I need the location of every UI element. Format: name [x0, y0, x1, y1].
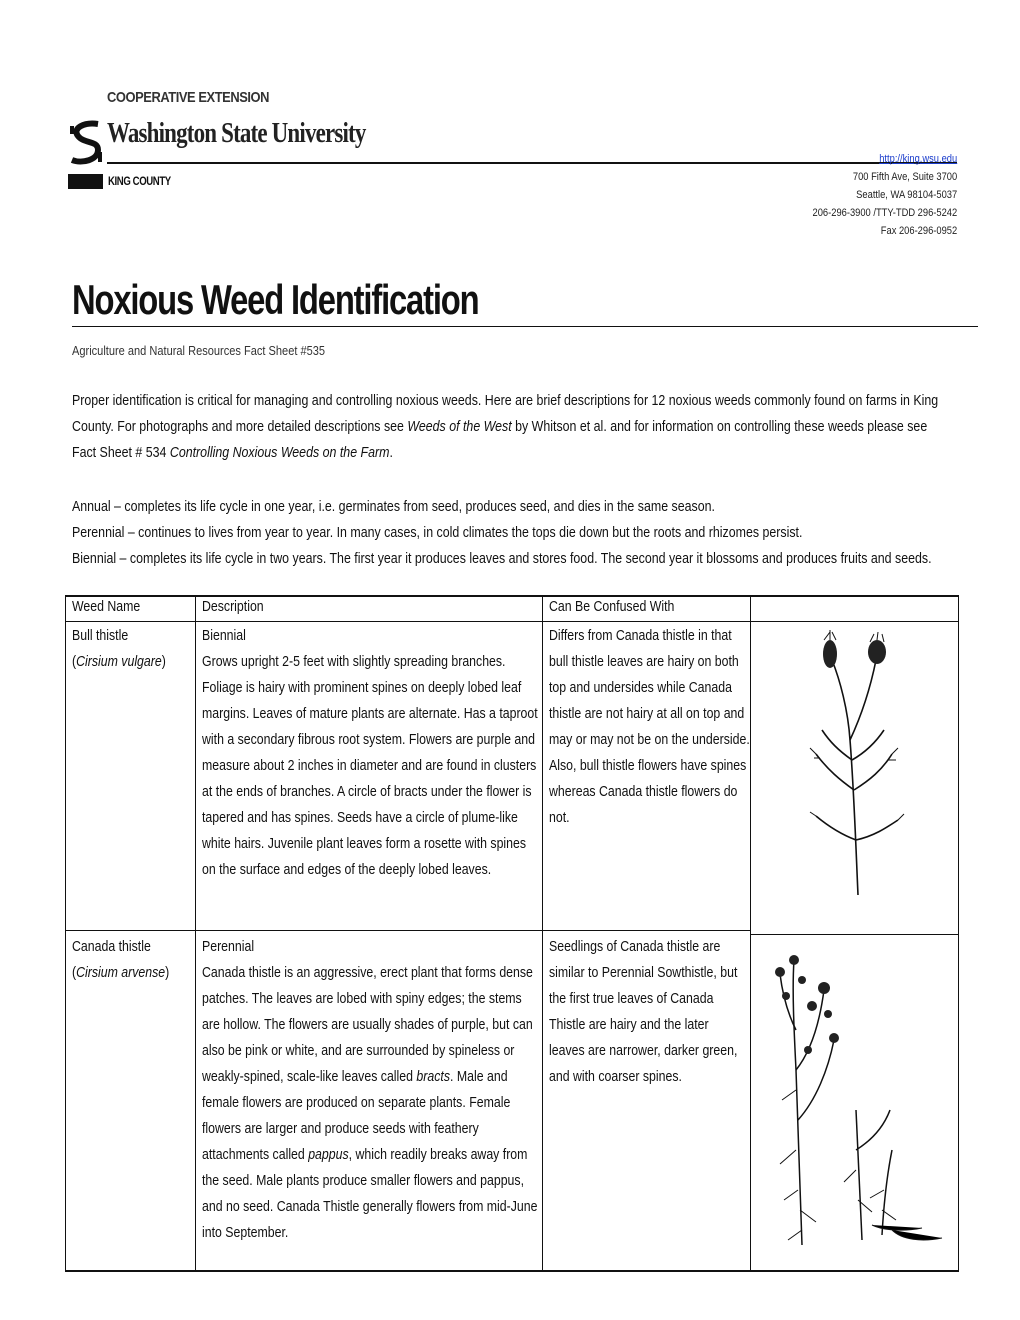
- header-confused-with: Can Be Confused With: [549, 599, 675, 615]
- definition-biennial: Biennial – completes its life cycle in two years. The first year it produces leaves and stores food. The second year it blossoms and produces fruits and seeds.: [72, 551, 932, 567]
- phone-line: 206-296-3900 /TTY-TDD 296-5242: [812, 207, 957, 219]
- row-divider: [65, 930, 750, 931]
- definition-annual: Annual – completes its life cycle in one year, i.e. germinates from seed, produces seed, and dies in the same season.: [72, 499, 715, 515]
- header-description: Description: [202, 599, 264, 615]
- address-line-1: 700 Fifth Ave, Suite 3700: [852, 171, 957, 183]
- table-top-border: [65, 595, 959, 597]
- page-subtitle: Agriculture and Natural Resources Fact Sheet #535: [72, 343, 326, 358]
- col-line-4: [958, 595, 959, 1272]
- definitions: [72, 494, 953, 572]
- confused-bull-thistle: Differs from Canada thistle in that bull thistle leaves are hairy on both top and undersides while Canada thistle are not hairy at all on top and may or may not be on the underside. Also, bull thistle flowers have spines whereas Canada thistle flowers do not.: [549, 628, 750, 826]
- address-line-2: Seattle, WA 98104-5037: [855, 189, 957, 201]
- cooperative-extension-label: COOPERATIVE EXTENSION: [107, 89, 270, 106]
- col-line-0: [65, 595, 66, 1272]
- table-bottom-border: [65, 1270, 959, 1272]
- website-link[interactable]: http://king.wsu.edu: [879, 153, 957, 165]
- header-weed-name: Weed Name: [72, 599, 141, 615]
- county-bar: [68, 174, 103, 189]
- weed-name-canada-thistle: Canada thistle (Cirsium arvense): [72, 939, 170, 981]
- confused-canada-thistle: Seedlings of Canada thistle are similar to Perennial Sowthistle, but the first true leaves of Canada Thistle are hairy and the later leaves are narrower, darker green, and with coarser spines.: [549, 939, 738, 1085]
- contact-block: [787, 150, 957, 240]
- definition-perennial: Perennial – continues to lives from year to year. In many cases, in cold climates the tops die down but the roots and rhizomes persist.: [72, 525, 803, 541]
- reference-weeds-of-the-west: Weeds of the West: [407, 419, 512, 435]
- intro-paragraph: Proper identification is critical for managing and controlling noxious weeds. Here are brief descriptions for 12 noxious weeds commonly found on farms in King County. For photographs and more detailed descriptions see Weeds of the West by Whitson et al. and for information on controlling these weeds please see Fact Sheet # 534 Controlling Noxious Weeds on the Farm.: [72, 393, 939, 461]
- university-name: Washington State University: [107, 118, 366, 149]
- image-row-divider: [750, 934, 959, 935]
- fax-line: Fax 206-296-0952: [880, 225, 957, 237]
- description-bull-thistle: Biennial Grows upright 2-5 feet with slightly spreading branches. Foliage is hairy with prominent spines on deeply lobed leaf margins. Leaves of mature plants are alternate. Has a taproot with a secondary fibrous root system. Flowers are purple and measure about 2 inches in diameter and are found in clusters at the ends of branches. A circle of bracts under the flower is tapered and has spines. Seeds have a circle of plume-like white hairs. Juvenile plant leaves form a rosette with spines on the surface and edges of the deeply lobed leaves.: [202, 628, 538, 878]
- page-title: Noxious Weed Identification: [72, 276, 479, 323]
- bull-thistle-illustration-icon: [780, 630, 950, 900]
- description-canada-thistle: Perennial Canada thistle is an aggressive, erect plant that forms dense patches. The leaves are lobed with spiny edges; the stems are hollow. The flowers are usually shades of purple, but can also be pink or white, and are surrounded by spineless or weakly-spined, scale-like leaves called bracts. Male and female flowers are produced on separate plants. Female flowers are larger and produce seeds with feathery attachments called pappus, which readily breaks away from the seed. Male plants produce smaller flowers and pappus, and no seed. Canada Thistle generally flowers from mid-June into September.: [202, 939, 538, 1241]
- wsu-logo-icon: [68, 120, 104, 166]
- reference-controlling-weeds: Controlling Noxious Weeds on the Farm: [169, 445, 390, 461]
- weed-name-bull-thistle: Bull thistle (Cirsium vulgare): [72, 628, 166, 670]
- canada-thistle-illustration-icon: [772, 950, 952, 1250]
- header-bottom-border: [65, 621, 959, 622]
- col-line-2: [542, 595, 543, 1272]
- county-label: KING COUNTY: [108, 174, 171, 188]
- title-rule: [72, 326, 978, 327]
